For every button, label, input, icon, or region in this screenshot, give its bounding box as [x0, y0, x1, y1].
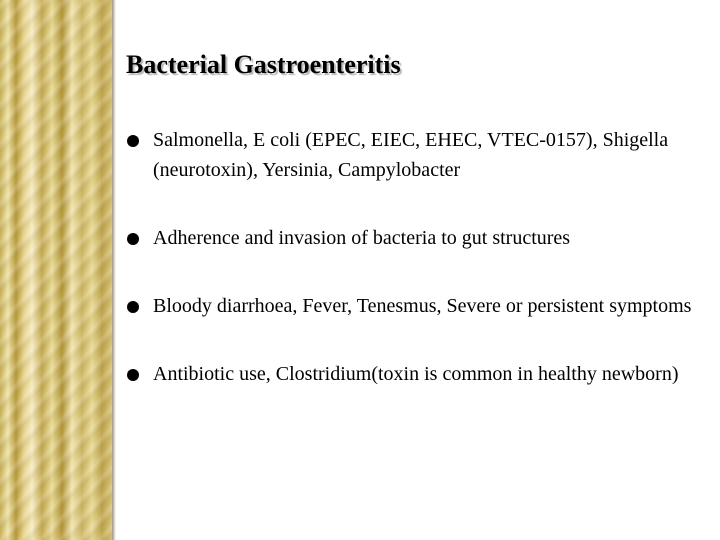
sidebar-shadow-edge: [112, 0, 116, 540]
bullet-item-symptoms: [127, 291, 707, 321]
bullet-dot-icon: [127, 369, 139, 381]
bullet-item-antibiotic: [127, 359, 707, 389]
decorative-gold-sidebar: [0, 0, 112, 540]
bullet-list: [127, 125, 707, 389]
bullet-dot-icon: [127, 135, 139, 147]
bullet-text: Adherence and invasion of bacteria to gut structures: [153, 227, 571, 249]
bullet-dot-icon: [127, 233, 139, 245]
bullet-item-mechanism: [127, 223, 707, 253]
slide-title: Bacterial Gastroenteritis: [126, 50, 401, 79]
bullet-item-pathogens: [127, 125, 707, 185]
bullet-dot-icon: [127, 301, 139, 313]
bullet-text: Antibiotic use, Clostridium(toxin is common in healthy newborn): [153, 363, 679, 385]
bullet-text: Bloody diarrhoea, Fever, Tenesmus, Severe or persistent symptoms: [153, 295, 692, 317]
bullet-text: Salmonella, E coli (EPEC, EIEC, EHEC, VTEC-0157), Shigella (neurotoxin), Yersinia, Campylobacter: [153, 129, 669, 181]
